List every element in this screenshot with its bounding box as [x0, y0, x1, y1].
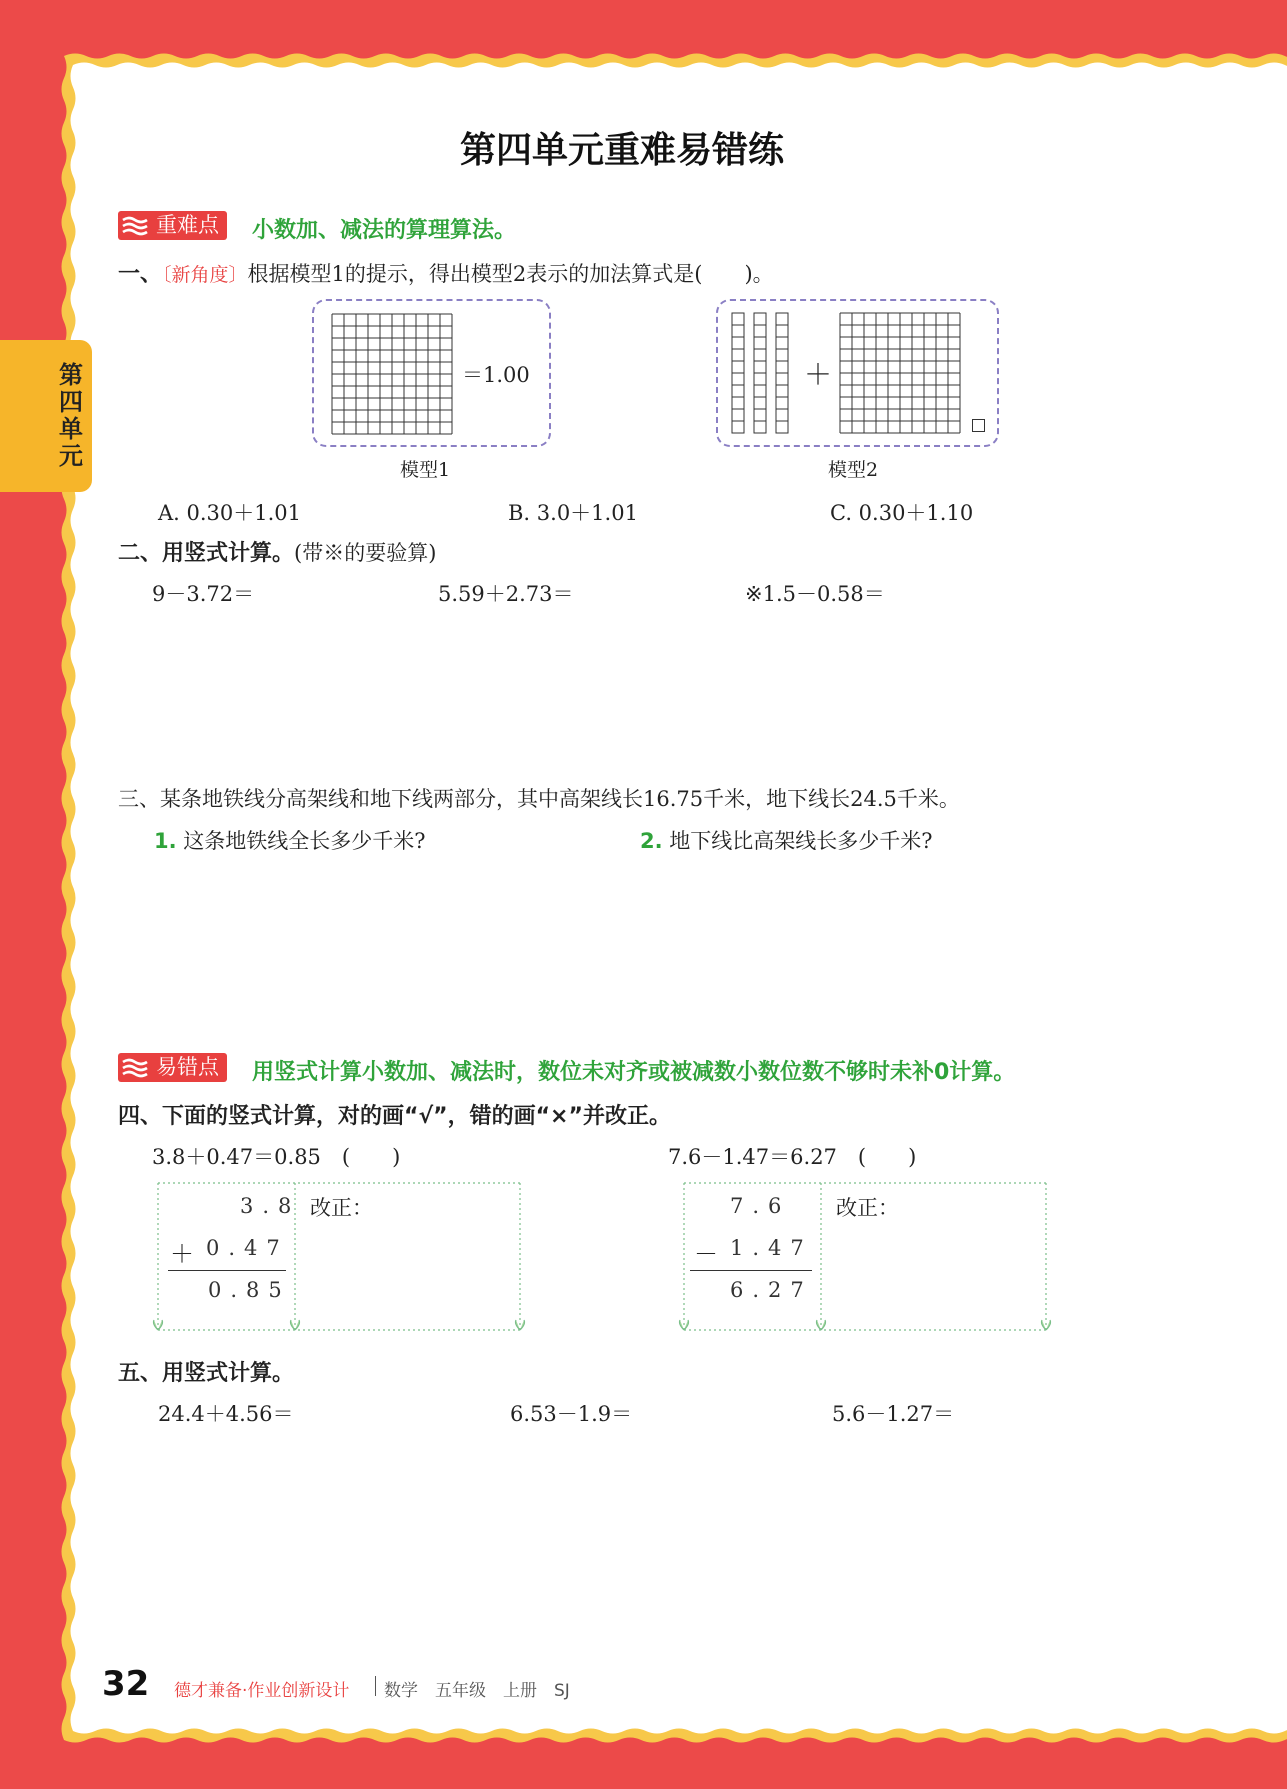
footer-info: 数学 五年级 上册 SJ: [384, 1681, 570, 1701]
tenth-strips-model: [731, 312, 795, 434]
q2-item-2: 5.59＋2.73＝: [438, 582, 574, 606]
q5-item-1: 24.4＋4.56＝: [158, 1402, 294, 1426]
calc-operator: ＋: [170, 1240, 194, 1268]
hundred-grid-model: [331, 313, 453, 435]
model-2-box: [716, 299, 999, 447]
q4-left-work-area: [158, 1182, 520, 1330]
calc-result-line: [690, 1270, 812, 1271]
question-2: [118, 536, 436, 567]
hundred-grid-model: [839, 312, 961, 434]
model-1-equation: ＝1.00: [462, 363, 530, 387]
q3-sub-1: [154, 825, 426, 855]
unit-side-tab-label: 第四单元: [59, 361, 83, 470]
footer-brand: 德才兼备·作业创新设计: [174, 1681, 350, 1701]
q3-sub-1-number: 1.: [154, 829, 177, 853]
hundredth-square: [972, 419, 985, 432]
calc-second-number: 1.47: [730, 1236, 813, 1260]
model-2-label: 模型2: [828, 459, 879, 481]
key-point-tag-label: 重难点: [156, 213, 219, 237]
q4-right-work-area: [684, 1182, 1046, 1330]
q2-item-1: 9－3.72＝: [152, 582, 255, 606]
wave-lines-icon: [118, 211, 152, 240]
question-3-text: 三、某条地铁线分高架线和地下线两部分，其中高架线长16.75千米，地下线长24.5千米。: [118, 787, 960, 811]
question-5-heading: 五、用竖式计算。: [118, 1361, 295, 1386]
calc-result: 6.27: [730, 1278, 813, 1302]
question-1-number: 一、: [118, 262, 163, 287]
fix-label: 改正：: [836, 1196, 899, 1220]
q4-left-equation: 3.8＋0.47＝0.85 ( ): [152, 1145, 401, 1169]
q2-item-3: ※1.5－0.58＝: [745, 582, 885, 606]
q4-right-equation: 7.6－1.47＝6.27 ( ): [668, 1145, 917, 1169]
calc-top-number: 3.8: [240, 1194, 301, 1218]
model-1-box: [312, 299, 551, 447]
page-title: 第四单元重难易错练: [460, 130, 785, 171]
q3-sub-2-number: 2.: [640, 829, 663, 853]
key-point-topic: 小数加、减法的算理算法。: [252, 218, 517, 243]
calc-top-number: 7.6: [730, 1194, 791, 1218]
model-2-plus-sign: ＋: [804, 358, 833, 391]
option-c[interactable]: C. 0.30＋1.10: [830, 501, 974, 525]
key-point-tag: [118, 211, 227, 240]
option-b[interactable]: B. 3.0＋1.01: [508, 501, 638, 525]
new-angle-tag: 〔新角度〕: [162, 264, 248, 286]
page-number: 32: [102, 1664, 150, 1704]
option-a[interactable]: A. 0.30＋1.01: [158, 501, 302, 525]
unit-side-tab: [0, 340, 92, 492]
q5-item-2: 6.53－1.9＝: [510, 1402, 633, 1426]
calc-result-line: [168, 1270, 286, 1271]
error-point-tag: [118, 1053, 227, 1082]
calc-operator: －: [694, 1240, 718, 1268]
q3-sub-1-text: 这条地铁线全长多少千米?: [183, 829, 426, 853]
question-2-note: (带※的要验算): [294, 541, 437, 565]
error-point-topic: 用竖式计算小数加、减法时，数位未对齐或被减数小数位数不够时未补0计算。: [252, 1060, 1016, 1085]
question-2-heading: 二、用竖式计算。: [118, 541, 295, 566]
question-1: [118, 257, 774, 288]
question-1-text: 根据模型1的提示，得出模型2表示的加法算式是( )。: [247, 262, 774, 286]
question-4-heading: 四、下面的竖式计算，对的画“√”，错的画“×”并改正。: [118, 1104, 671, 1129]
calc-result: 0.85: [208, 1278, 291, 1302]
wave-lines-icon: [118, 1053, 152, 1082]
fix-label: 改正：: [310, 1196, 373, 1220]
model-1-label: 模型1: [400, 459, 451, 481]
q5-item-3: 5.6－1.27＝: [832, 1402, 955, 1426]
error-point-tag-label: 易错点: [156, 1055, 219, 1079]
calc-second-number: 0.47: [206, 1236, 289, 1260]
q3-sub-2-text: 地下线比高架线长多少千米?: [669, 829, 933, 853]
footer-divider: [375, 1676, 376, 1696]
q3-sub-2: [640, 825, 933, 855]
